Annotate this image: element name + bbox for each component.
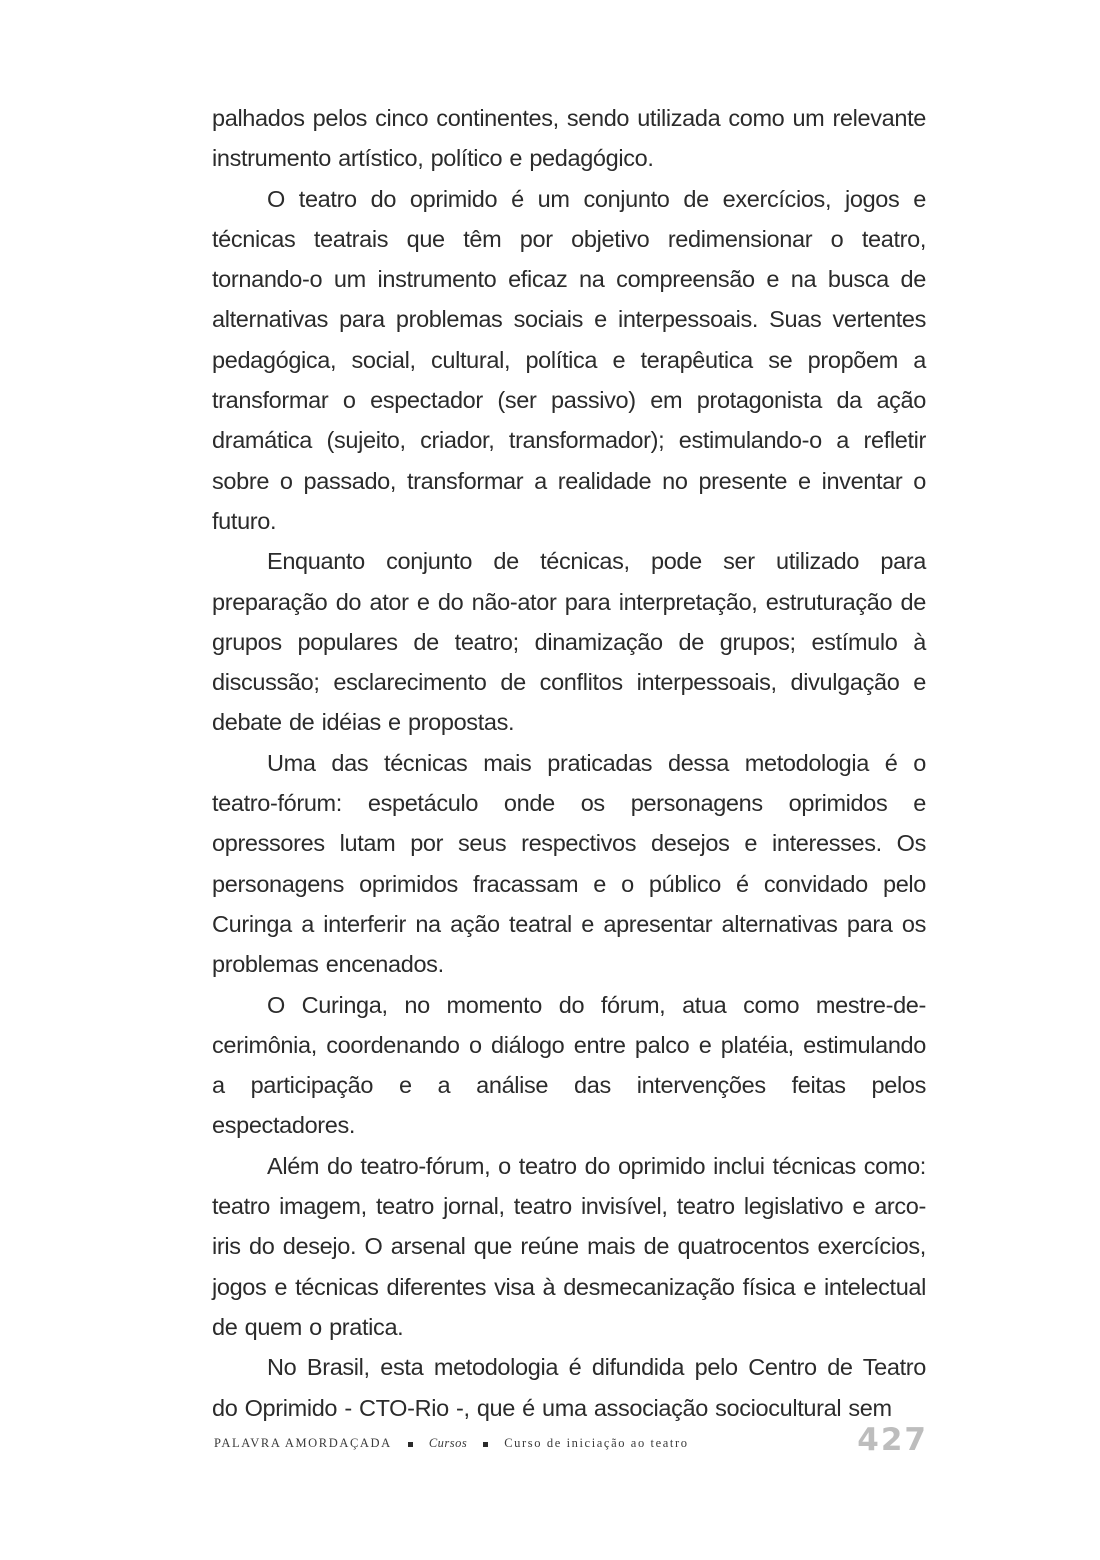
paragraph-continuation: palhados pelos cinco continentes, sendo utilizada como um relevante instrumento artístico, político e pedagógico. (212, 105, 926, 172)
paragraph: Enquanto conjunto de técnicas, pode ser utilizado para preparação do ator e do não-ator para interpretação, estruturação de grupos populares de teatro; dinamização de grupos; estímulo à discussão; esclarecimento de conflitos interpessoais, divulgação e debate de idéias e propostas. (212, 548, 926, 736)
paragraph: O teatro do oprimido é um conjunto de exercícios, jogos e técnicas teatrais que têm por objetivo redimensionar o teatro, tornando-o um instrumento eficaz na compreensão e na busca de alternativas para problemas sociais e interpessoais. Suas vertentes pedagógica, social, cultural, política e terapêutica se propõem a transformar o espectador (ser passivo) em protagonista da ação dramática (sujeito, criador, transformador); estimulando-o a refletir sobre o passado, transformar a realidade no presente e inventar o futuro. (212, 185, 926, 534)
book-title: PALAVRA AMORDAÇADA (214, 1436, 392, 1450)
section-name: Cursos (428, 1436, 468, 1450)
paragraph: O Curinga, no momento do fórum, atua como mestre-de-cerimônia, coordenando o diálogo entre palco e platéia, estimulando a participação e a análise das intervenções feitas pelos espectadores. (212, 991, 926, 1139)
paragraph: No Brasil, esta metodologia é difundida pelo Centro de Teatro do Oprimido - CTO-Rio -, que é uma associação sociocultural sem (212, 1354, 926, 1421)
body-text (212, 98, 926, 1428)
bullet-separator (483, 1442, 488, 1447)
page-footer (214, 1422, 928, 1470)
chapter-name: Curso de iniciação ao teatro (504, 1436, 689, 1450)
page-number: 427 (857, 1422, 928, 1458)
paragraph: Além do teatro-fórum, o teatro do oprimido inclui técnicas como: teatro imagem, teatro jornal, teatro invisível, teatro legislativo e arco-iris do desejo. O arsenal que reúne mais de quatrocentos exercícios, jogos e técnicas diferentes visa à desmecanização física e intelectual de quem o pratica. (212, 1152, 926, 1340)
bullet-separator (408, 1442, 413, 1447)
paragraph: Uma das técnicas mais praticadas dessa metodologia é o teatro-fórum: espetáculo onde os personagens oprimidos e opressores lutam por seus respectivos desejos e interesses. Os personagens oprimidos fracassam e o público é convidado pelo Curinga a interferir na ação teatral e apresentar alternativas para os problemas encenados. (212, 749, 926, 978)
running-footer (214, 1436, 689, 1451)
